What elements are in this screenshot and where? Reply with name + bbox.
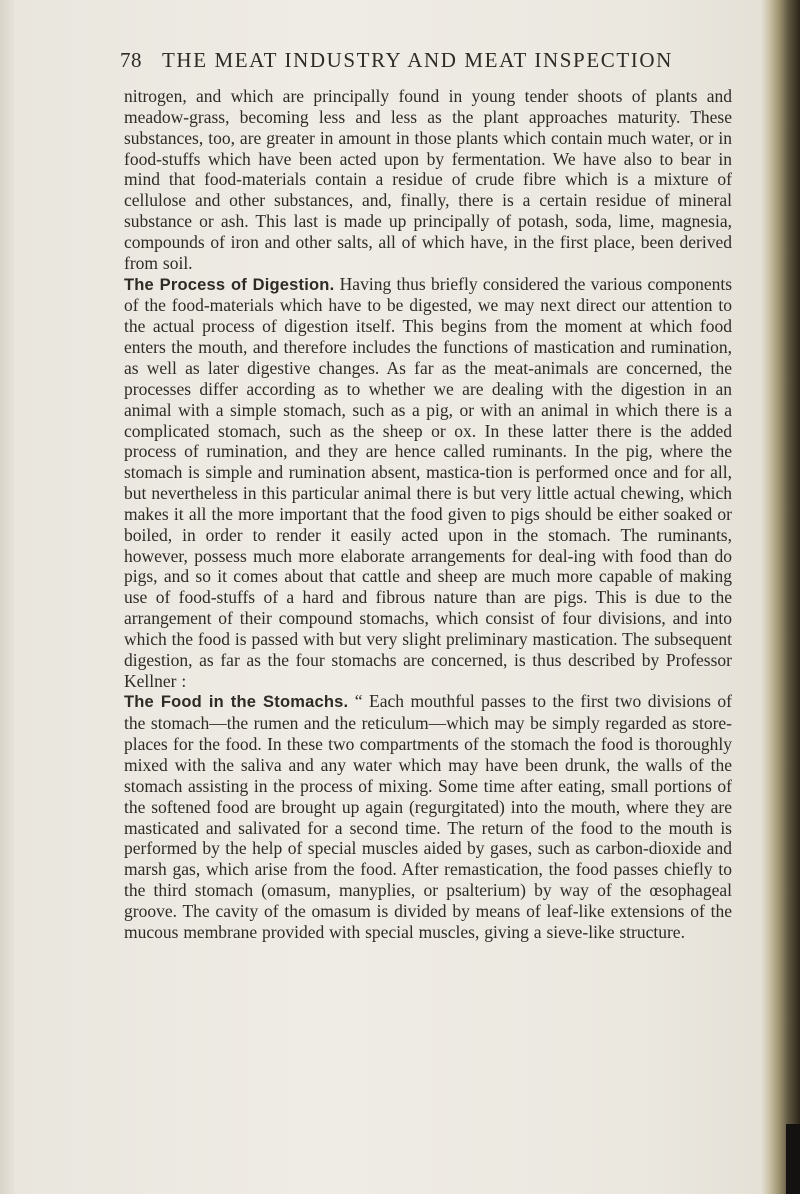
running-head: THE MEAT INDUSTRY AND MEAT INSPECTION bbox=[162, 48, 673, 72]
section-heading: The Process of Digestion. bbox=[124, 275, 335, 294]
book-binding-shadow bbox=[762, 0, 800, 1194]
paragraph-text: nitrogen, and which are principally found in young tender shoots of plants and meadow-grass, becoming less and less as the plant approaches maturity. These substances, too, are greater in amount in those plants which contain much water, or in food-stuffs which have been acted upon by fermentation. We have also to bear in mind that food-materials contain a residue of crude fibre which is a mixture of cellulose and other substances, and, finally, there is a certain residue of mineral substance or ash. This last is made up principally of potash, soda, lime, magnesia, compounds of iron and other salts, all of which have, in the first place, been derived from soil. bbox=[124, 86, 732, 273]
paragraph-text: “ Each mouthful passes to the first two divisions of the stomach—the rumen and the reticulum—which may be simply regarded as store-places for the food. In these two compartments of the stomach the food is thoroughly mixed with the saliva and any water which may have been drunk, the walls of the stomach assisting in the process of mixing. Some time after eating, small portions of the softened food are brought up again (regurgitated) into the mouth, where they are masticated and salivated for a second time. The return of the food to the mouth is performed by the help of special muscles aided by gases, such as carbon-dioxide and marsh gas, which arise from the food. After remastication, the food passes chiefly to the third stomach (omasum, manyplies, or psalterium) by way of the œsophageal groove. The cavity of the omasum is divided by means of leaf-like extensions of the mucous membrane provided with special muscles, giving a sieve-like structure. bbox=[124, 691, 733, 942]
page-left-edge bbox=[0, 0, 14, 1194]
page-header bbox=[120, 48, 730, 78]
paragraph-text: Having thus briefly considered the various components of the food-materials which have to be digested, we may next direct our attention to the actual process of digestion itself. This begins from the moment at which food enters the mouth, and therefore includes the functions of mastication and rumination, as well as later digestive changes. As far as the meat-animals are concerned, the processes differ according as to whether we are dealing with the digestion in an animal with a simple stomach, such as a pig, or with an animal in which there is a complicated stomach, such as the sheep or ox. In these latter there is the added process of rumination, and they are hence called ruminants. In the pig, where the stomach is simple and rumination absent, mastica-tion is performed once and for all, but nevertheless in this particular animal there is but very little actual chewing, which makes it all the more important that the food given to pigs should be either soaked or boiled, in order to render it easily acted upon in the stomach. The ruminants, however, possess much more elaborate arrangements for deal-ing with food than do pigs, and so it comes about that cattle and sheep are much more capable of making use of food-stuffs of a hard and fibrous nature than are pigs. This is due to the arrangement of their compound stomachs, which consist of four divisions, and into which the food is passed with but very slight preliminary mastication. The subsequent digestion, as far as the four stomachs are concerned, is thus described by Professor Kellner : bbox=[124, 273, 733, 691]
paragraph bbox=[124, 691, 732, 942]
body-text bbox=[124, 86, 732, 943]
paragraph bbox=[124, 274, 732, 692]
section-heading: The Food in the Stomachs. bbox=[124, 693, 349, 712]
paragraph bbox=[124, 86, 732, 274]
page-number: 78 bbox=[120, 48, 142, 72]
